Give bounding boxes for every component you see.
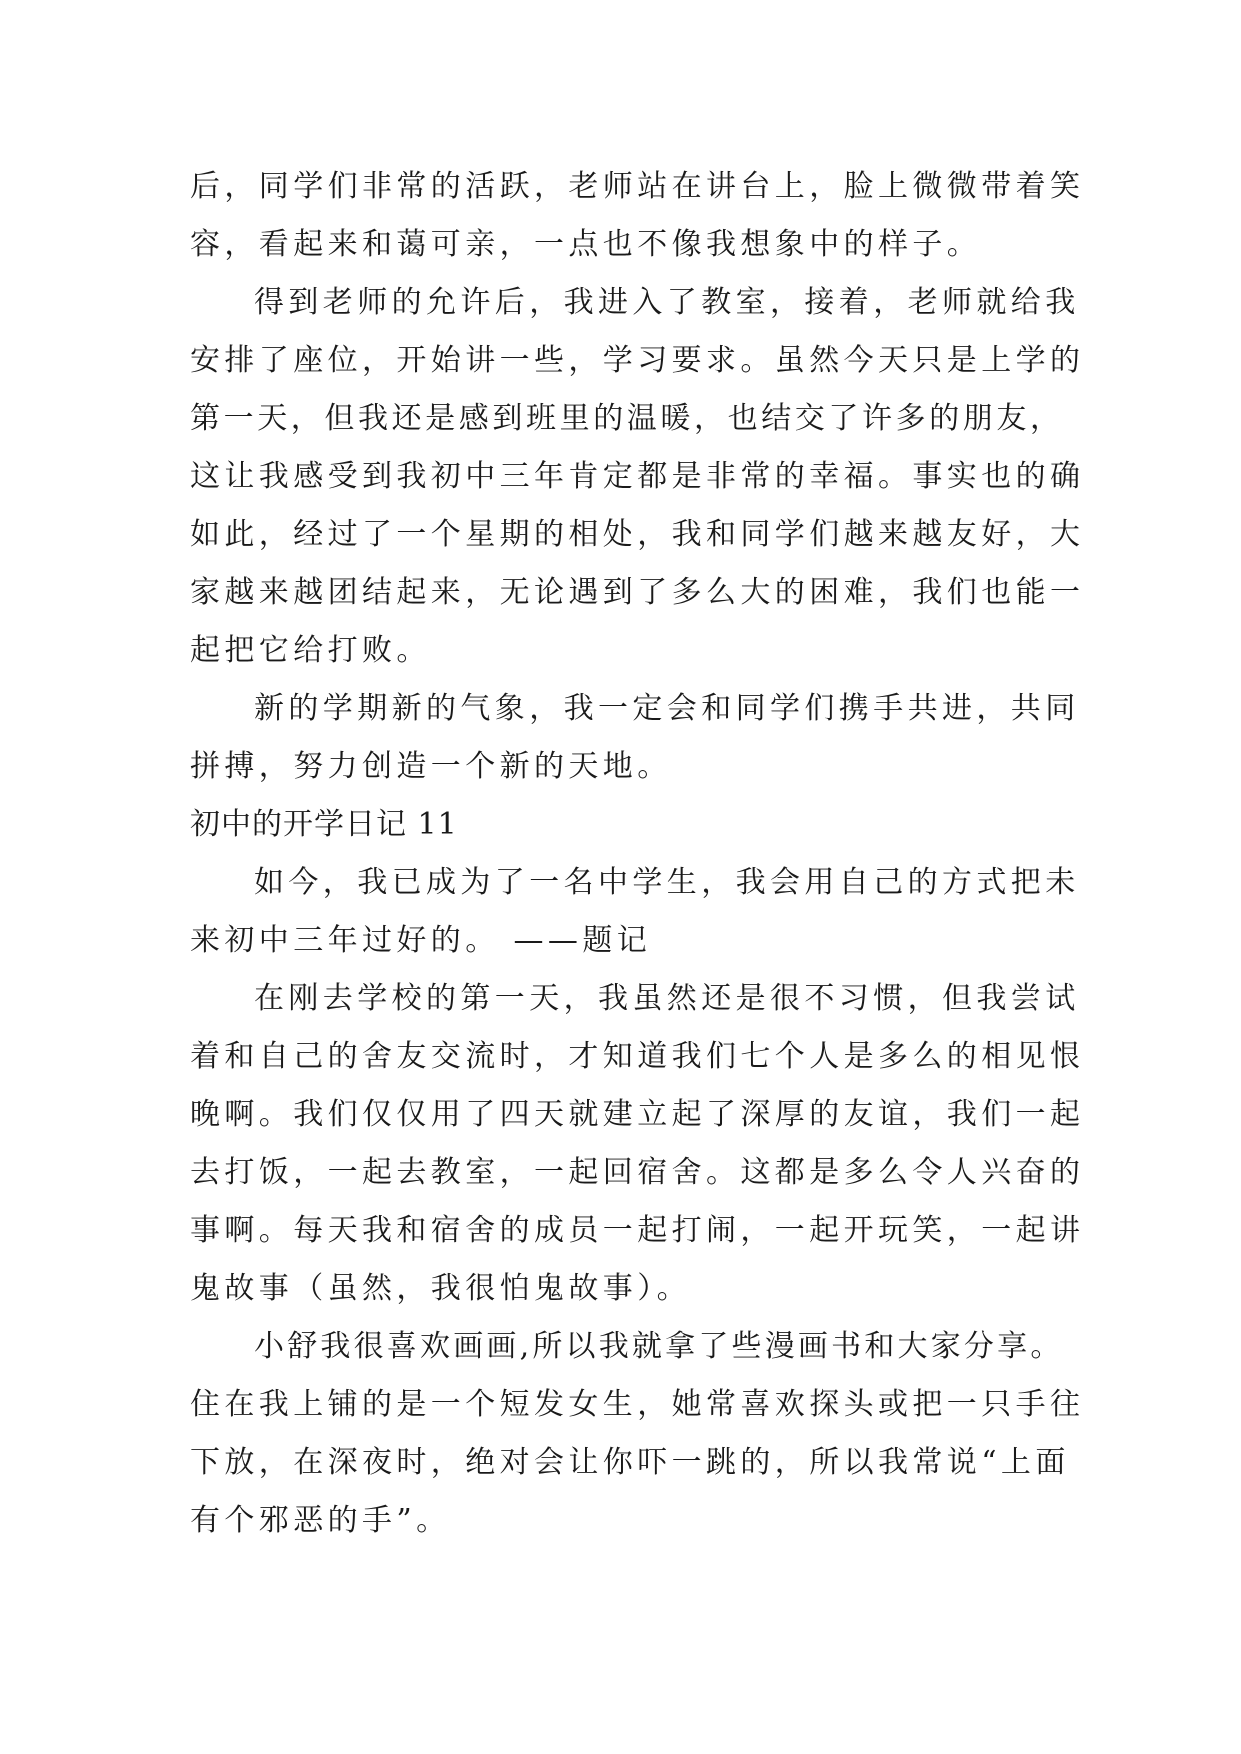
text-line: 家越来越团结起来，无论遇到了多么大的困难，我们也能一: [190, 575, 1085, 610]
text-line: 在刚去学校的第一天，我虽然还是很不习惯，但我尝试: [254, 981, 1080, 1016]
document-body: [190, 158, 1085, 1550]
text-line: 第一天，但我还是感到班里的温暖，也结交了许多的朋友，: [190, 401, 1064, 436]
text-line: 鬼故事（虽然，我很怕鬼故事）。: [190, 1271, 691, 1306]
text-line: 住在我上铺的是一个短发女生，她常喜欢探头或把一只手往: [190, 1387, 1085, 1422]
section-heading: 初中的开学日记 11: [190, 807, 458, 842]
text-line: 有个邪恶的手”。: [190, 1503, 451, 1538]
text-line: 下放，在深夜时，绝对会让你吓一跳的，所以我常说“上面: [190, 1445, 1070, 1480]
text-line: 起把它给打败。: [190, 633, 431, 668]
text-line: 得到老师的允许后，我进入了教室，接着，老师就给我: [254, 285, 1080, 320]
text-line: 拼搏，努力创造一个新的天地。: [190, 749, 672, 784]
text-line: 着和自己的舍友交流时，才知道我们七个人是多么的相见恨: [190, 1039, 1085, 1074]
text-line: 来初中三年过好的。 ——题记: [190, 923, 652, 958]
text-line: 后，同学们非常的活跃，老师站在讲台上，脸上微微带着笑: [190, 169, 1085, 204]
text-line: 小舒我很喜欢画画,所以我就拿了些漫画书和大家分享。: [254, 1329, 1064, 1364]
text-line: 晚啊。我们仅仅用了四天就建立起了深厚的友谊，我们一起: [190, 1097, 1085, 1132]
text-line: 安排了座位，开始讲一些，学习要求。虽然今天只是上学的: [190, 343, 1085, 378]
text-line: 去打饭，一起去教室，一起回宿舍。这都是多么令人兴奋的: [190, 1155, 1085, 1190]
text-line: 新的学期新的气象，我一定会和同学们携手共进，共同: [254, 691, 1080, 726]
text-line: 这让我感受到我初中三年肯定都是非常的幸福。事实也的确: [190, 459, 1085, 494]
text-line: 如此，经过了一个星期的相处，我和同学们越来越友好，大: [190, 517, 1085, 552]
text-line: 事啊。每天我和宿舍的成员一起打闹，一起开玩笑，一起讲: [190, 1213, 1085, 1248]
text-line: 如今，我已成为了一名中学生，我会用自己的方式把未: [254, 865, 1080, 900]
text-line: 容，看起来和蔼可亲，一点也不像我想象中的样子。: [190, 227, 982, 262]
